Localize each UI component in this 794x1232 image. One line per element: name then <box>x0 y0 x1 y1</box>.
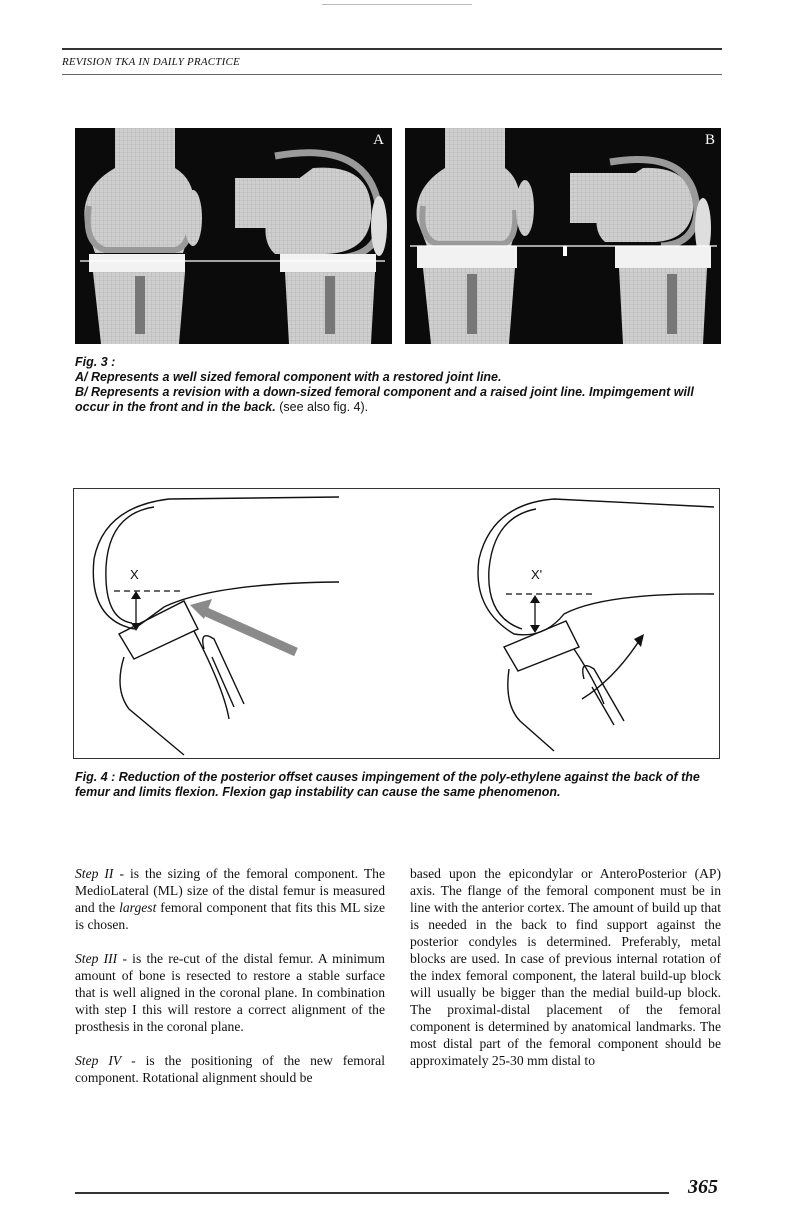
fig3-panel-a-drawing <box>75 128 392 344</box>
fig4-right-femur-outline <box>478 499 714 635</box>
fig4-right-curved-arrow <box>582 641 639 699</box>
fig3-panel-a <box>75 128 392 344</box>
step-2-text-a: - is the sizing of the femoral component. The MedioLateral (ML) size of the distal femur is measured and the <box>75 866 386 915</box>
page-number: 365 <box>688 1176 718 1198</box>
fig4-left-component <box>106 507 154 623</box>
fig4-label-left: X <box>130 567 139 582</box>
fig3-caption <box>75 355 723 415</box>
header-rule-top <box>62 48 722 50</box>
paragraph-step-2 <box>75 865 385 933</box>
fig3-caption-a: A/ Represents a well sized femoral component with a restored joint line. <box>75 370 502 384</box>
top-faint-rule <box>322 4 472 5</box>
fig3-caption-b-text: B/ Represents a revision with a down-sized femoral component and a raised joint line. Impimgement will occur in the front and in the back. <box>75 385 694 414</box>
paragraph-right: based upon the epicondylar or AnteroPosterior (AP) axis. The flange of the femoral component must be in line with the anterior cortex. The amount of build up that is needed in the back to find support against the posterior condyles is determined. Preferably, metal blocks are used. In case of previous internal rotation of the index femoral component, the lateral build-up block will usually be bigger than the medial build-up block. The proximal-distal placement of the femoral component is determined by anatomical landmarks. The most distal part of the femoral component should be approximately 25-30 mm distal to <box>410 866 721 1068</box>
fig4-drawing <box>74 489 721 760</box>
running-header: REVISION TKA IN DAILY PRACTICE <box>62 56 240 68</box>
fig4-right-tibia <box>504 621 579 671</box>
fig4-caption: Fig. 4 : Reduction of the posterior offset causes impingement of the poly-ethylene against the back of the femur and limits flexion. Flexion gap instability can cause the same phenomenon. <box>75 770 700 799</box>
paragraph-step-4 <box>75 1052 385 1086</box>
body-right-column <box>410 865 721 1086</box>
fig4-right-component <box>489 509 536 629</box>
fig3-panel-b <box>405 128 721 344</box>
step-2-label: Step II <box>75 866 114 881</box>
fig4-frame <box>73 488 720 759</box>
fig3-caption-ref: (see also fig. 4). <box>279 400 369 414</box>
fig3-panel-b-drawing <box>405 128 721 344</box>
footer-rule <box>75 1192 669 1194</box>
step-4-text: - is the positioning of the new femoral component. Rotational alignment should be <box>75 1053 385 1085</box>
fig4-left-femur-outline <box>93 497 339 629</box>
paragraph-step-3 <box>75 950 385 1035</box>
body-left-column <box>75 865 385 1103</box>
step-3-label: Step III <box>75 951 118 966</box>
step-2-emphasis: largest <box>119 900 157 915</box>
step-4-label: Step IV <box>75 1053 122 1068</box>
fig3-caption-b <box>75 385 723 415</box>
header-rule-bottom <box>62 74 722 75</box>
fig4-left-tibia <box>119 601 198 659</box>
step-3-text: - is the re-cut of the distal femur. A minimum amount of bone is resected to restore a stable surface that is well aligned in the coronal plane. In combination with step I this will restore a correct alignment of the prosthesis in the coronal plane. <box>75 951 385 1034</box>
step-2-text-b: femoral component that fits this ML size is chosen. <box>75 900 385 932</box>
fig3-caption-title: Fig. 3 : <box>75 355 116 369</box>
fig3-panel-b-label: B <box>704 132 715 148</box>
fig3-panel-a-label: A <box>373 132 384 148</box>
fig4-label-right: X' <box>531 567 543 582</box>
